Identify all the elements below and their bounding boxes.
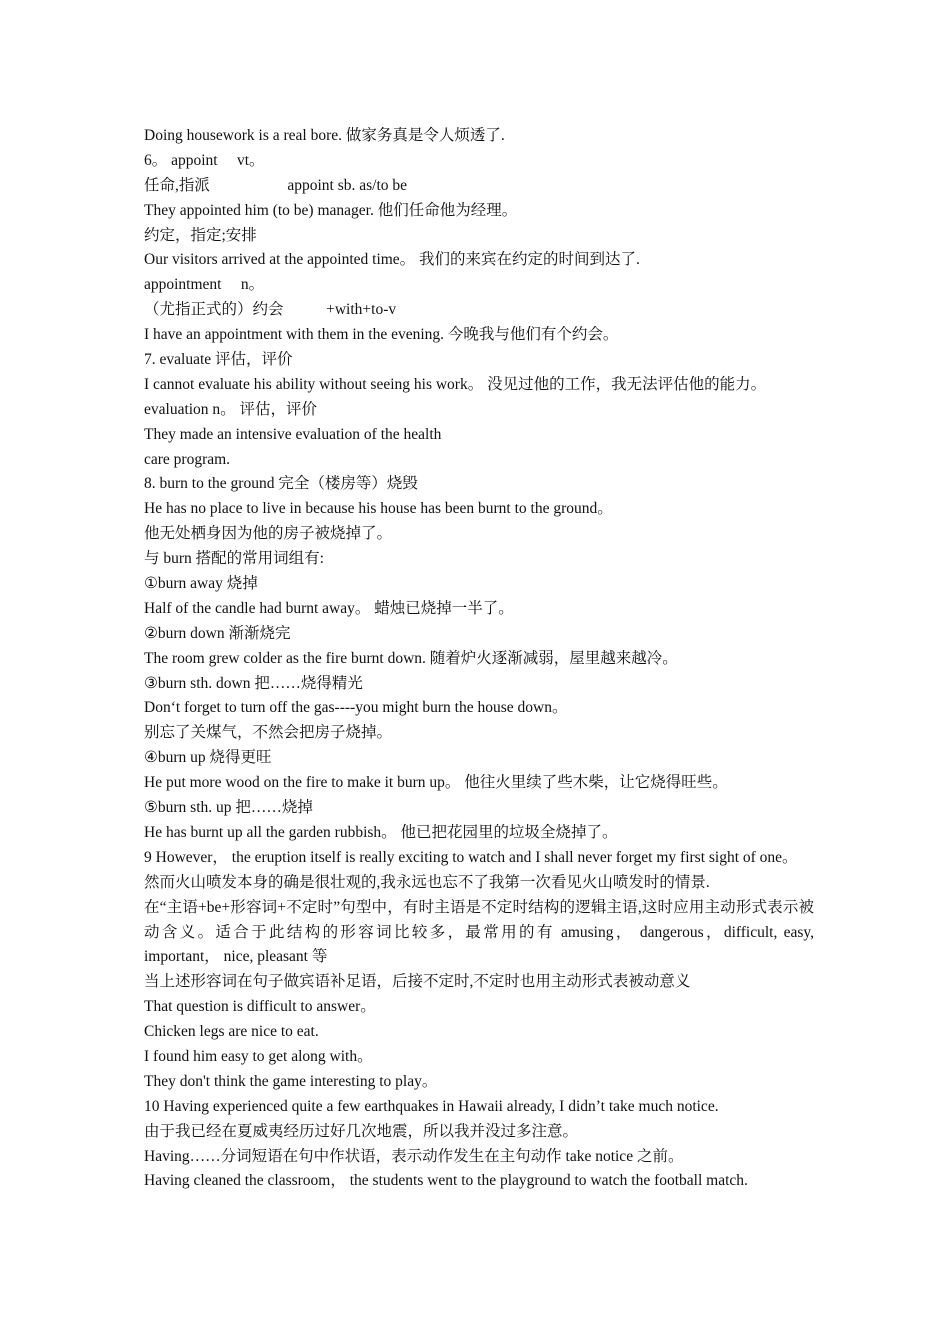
burn-collocations-intro: 与 burn 搭配的常用词组有: bbox=[144, 550, 324, 568]
appoint-meaning-1: 任命,指派 appoint sb. as/to be bbox=[144, 176, 408, 194]
having-example: Having cleaned the classroom， the students went to the playground to watch the football match. bbox=[144, 1172, 748, 1190]
document-body bbox=[144, 124, 814, 1194]
burn-sth-down-translation: 别忘了关煤气，不然会把房子烧掉。 bbox=[144, 724, 393, 742]
evaluation-example-1: They made an intensive evaluation of the health bbox=[144, 425, 442, 443]
having-note: Having……分词短语在句中作状语，表示动作发生在主句动作 take notice 之前。 bbox=[144, 1147, 684, 1165]
appoint-meaning-2: 约定，指定;安排 bbox=[144, 226, 257, 244]
vocabulary-notes-section bbox=[144, 124, 814, 846]
burn-down-example: The room grew colder as the fire burnt down. 随着炉火逐渐减弱，屋里越来越冷。 bbox=[144, 649, 678, 667]
housework-example: Doing housework is a real bore. 做家务真是令人烦透了. bbox=[144, 127, 505, 144]
burn-away-heading: ①burn away 烧掉 bbox=[144, 575, 258, 593]
burn-sth-up-heading: ⑤burn sth. up 把……烧掉 bbox=[144, 799, 313, 817]
burn-up-heading: ④burn up 烧得更旺 bbox=[144, 749, 272, 767]
example-game: They don't think the game interesting to play。 bbox=[144, 1072, 438, 1090]
burn-sth-down-heading: ③burn sth. down 把……烧得精光 bbox=[144, 674, 363, 692]
evaluation-heading: evaluation n。 评估，评价 bbox=[144, 400, 318, 418]
entry-10-sentence: 10 Having experienced quite a few earthquakes in Hawaii already, I didn’t take much notice. bbox=[144, 1097, 719, 1115]
appointment-meaning: （尤指正式的）约会 +with+to-v bbox=[144, 301, 397, 319]
appoint-example-2: Our visitors arrived at the appointed time。 我们的来宾在约定的时间到达了. bbox=[144, 251, 640, 269]
burn-ground-example: He has no place to live in because his house has been burnt to the ground。 bbox=[144, 500, 613, 518]
burn-sth-up-example: He has burnt up all the garden rubbish。 他已把花园里的垃圾全烧掉了。 bbox=[144, 823, 618, 841]
sentence-9-notes-section bbox=[144, 871, 814, 896]
object-complement-note: 当上述形容词在句子做宾语补足语，后接不定时,不定时也用主动形式表被动意义 bbox=[144, 973, 691, 991]
burn-up-example: He put more wood on the fire to make it burn up。 他往火里续了些木柴，让它烧得旺些。 bbox=[144, 774, 728, 792]
burn-sth-down-example: Don‘t forget to turn off the gas----you might burn the house down。 bbox=[144, 699, 568, 717]
evaluate-example: I cannot evaluate his ability without seeing his work。 没见过他的工作，我无法评估他的能力。 bbox=[144, 375, 767, 393]
burn-down-heading: ②burn down 渐渐烧完 bbox=[144, 624, 291, 642]
sentence-9-translation: 然而火山喷发本身的确是很壮观的,我永远也忘不了我第一次看见火山喷发时的情景. bbox=[144, 873, 710, 891]
example-chicken: Chicken legs are nice to eat. bbox=[144, 1023, 319, 1041]
appointment-heading: appointment n。 bbox=[144, 276, 265, 294]
burn-ground-translation: 他无处栖身因为他的房子被烧掉了。 bbox=[144, 525, 393, 543]
entry-10-translation: 由于我已经在夏威夷经历过好几次地震，所以我并没过多注意。 bbox=[144, 1122, 579, 1140]
entry-8-heading: 8. burn to the ground 完全（楼房等）烧毁 bbox=[144, 475, 418, 493]
example-get-along: I found him easy to get along with。 bbox=[144, 1048, 373, 1066]
appointment-example: I have an appointment with them in the evening. 今晚我与他们有个约会。 bbox=[144, 326, 619, 344]
burn-away-example: Half of the candle had burnt away。 蜡烛已烧掉一半了。 bbox=[144, 599, 514, 617]
evaluation-example-2: care program. bbox=[144, 450, 231, 468]
sentence-9: 9 However， the eruption itself is really exciting to watch and I shall never forget my first sight of one。 bbox=[144, 848, 798, 866]
entry-7-heading: 7. evaluate 评估，评价 bbox=[144, 351, 293, 369]
entry-6-heading: 6。 appoint vt。 bbox=[144, 151, 265, 169]
grammar-note: 在“主语+be+形容词+不定时”句型中，有时主语是不定时结构的逻辑主语,这时应用主动形式表示被动含义。适合于此结构的形容词比较多，最常用的有 amusing， dangerous，difficult, easy, important， nice, pleasant 等 bbox=[144, 898, 814, 966]
examples-section bbox=[144, 970, 814, 1194]
appoint-example-1: They appointed him (to be) manager. 他们任命他为经理。 bbox=[144, 201, 518, 219]
example-question: That question is difficult to answer。 bbox=[144, 998, 376, 1016]
